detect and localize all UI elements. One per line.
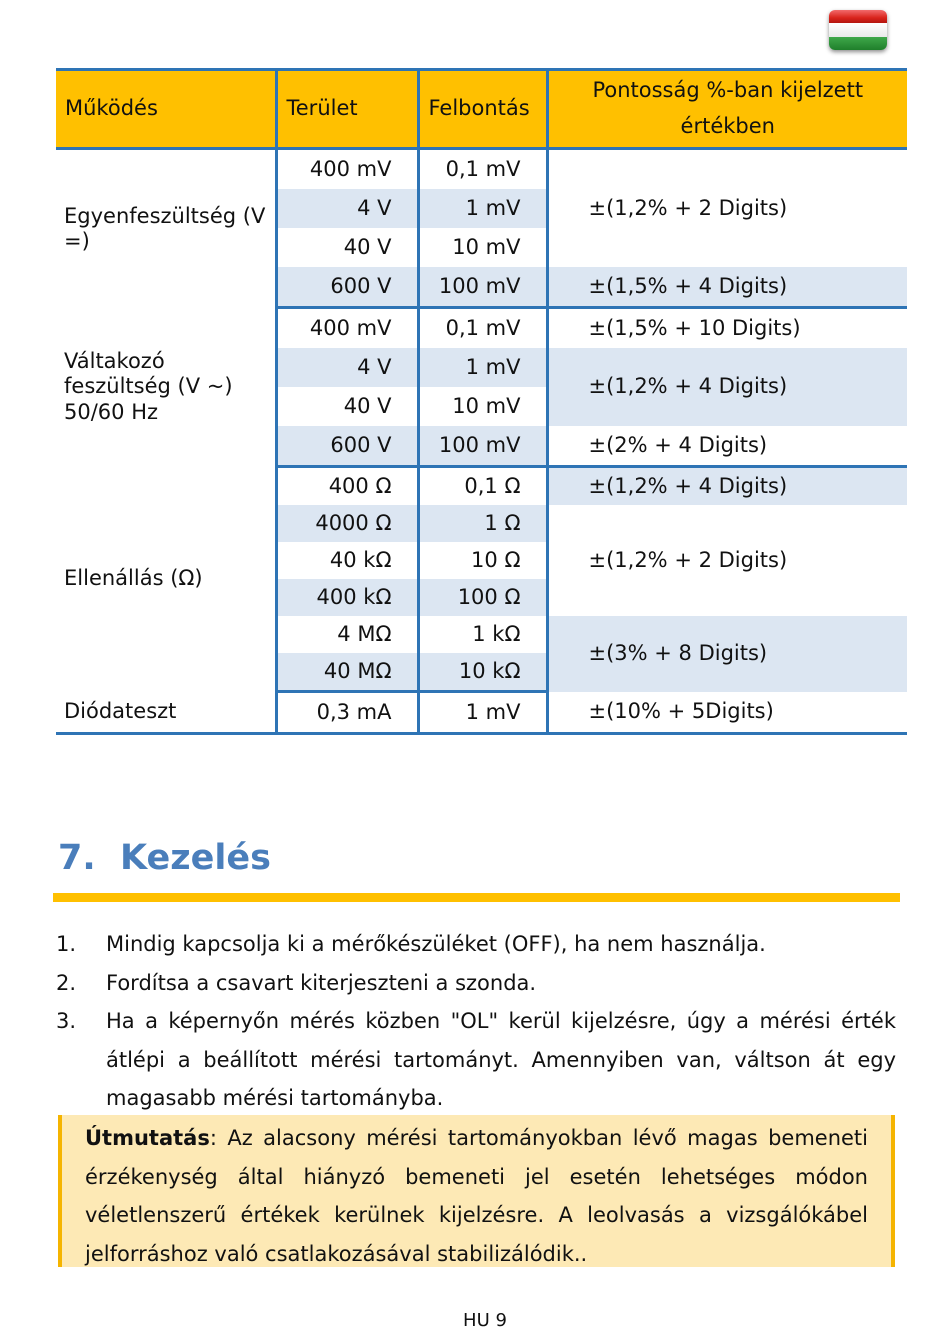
resolution-cell: 1 mV (418, 348, 547, 387)
section-title: Kezelés (120, 838, 271, 878)
function-dc-voltage: Egyenfeszültség (V =) (56, 149, 276, 308)
heading-underline (53, 893, 900, 902)
resolution-cell: 100 mV (418, 267, 547, 308)
resolution-cell: 10 mV (418, 387, 547, 426)
resolution-cell: 1 mV (418, 692, 547, 734)
accuracy-cell: ±(10% + 5Digits) (547, 692, 907, 734)
header-accuracy: Pontosság %-ban kijelzett értékben (547, 70, 907, 149)
list-text: Mindig kapcsolja ki a mérőkészüléket (OFF), ha nem használja. (106, 932, 766, 956)
list-item (56, 1002, 896, 1118)
range-cell: 600 V (276, 267, 418, 308)
note-label: Útmutatás (85, 1126, 210, 1150)
range-cell: 0,3 mA (276, 692, 418, 734)
accuracy-cell: ±(2% + 4 Digits) (547, 426, 907, 467)
resolution-cell: 10 kΩ (418, 653, 547, 692)
instruction-list (56, 925, 896, 1118)
resolution-cell: 0,1 mV (418, 308, 547, 349)
list-item (56, 964, 896, 1003)
header-resolution: Felbontás (418, 70, 547, 149)
hungarian-flag-icon (829, 10, 887, 50)
resolution-cell: 100 mV (418, 426, 547, 467)
range-cell: 40 MΩ (276, 653, 418, 692)
section-heading (58, 838, 271, 878)
accuracy-cell: ±(3% + 8 Digits) (547, 616, 907, 692)
range-cell: 40 V (276, 228, 418, 267)
table-header-row (56, 70, 907, 149)
accuracy-cell: ±(1,5% + 4 Digits) (547, 267, 907, 308)
range-cell: 400 Ω (276, 467, 418, 506)
function-ac-voltage: Váltakozó feszültség (V ~) 50/60 Hz (56, 308, 276, 467)
range-cell: 400 kΩ (276, 579, 418, 616)
resolution-cell: 0,1 mV (418, 149, 547, 190)
list-text: Fordítsa a csavart kiterjeszteni a szonda. (106, 970, 537, 995)
accuracy-cell: ±(1,2% + 4 Digits) (547, 348, 907, 426)
range-cell: 4 V (276, 348, 418, 387)
list-number: 3. (56, 1009, 77, 1033)
range-cell: 400 mV (276, 149, 418, 190)
function-diode-test: Diódateszt (56, 692, 276, 734)
table-row (56, 692, 907, 734)
resolution-cell: 100 Ω (418, 579, 547, 616)
table-row (56, 308, 907, 349)
resolution-cell: 1 kΩ (418, 616, 547, 653)
resolution-cell: 10 mV (418, 228, 547, 267)
table-row (56, 149, 907, 190)
range-cell: 40 kΩ (276, 542, 418, 579)
note-text: : Az alacsony mérési tartományokban lévő magas bemeneti érzékenység által hiányzó bemeneti jel esetén lehetséges módon véletlenszerű értékek kerülnek kijelzésre. A leolvasás a vizsgálókábel jelforráshoz való csatlakozásával stabilizálódik.. (85, 1126, 868, 1266)
range-cell: 600 V (276, 426, 418, 467)
function-resistance: Ellenállás (Ω) (56, 467, 276, 692)
range-cell: 400 mV (276, 308, 418, 349)
accuracy-cell: ±(1,2% + 4 Digits) (547, 467, 907, 506)
list-item (56, 925, 896, 964)
resolution-cell: 0,1 Ω (418, 467, 547, 506)
page-number: HU 9 (463, 1310, 507, 1331)
range-cell: 4 V (276, 189, 418, 228)
accuracy-cell: ±(1,2% + 2 Digits) (588, 195, 788, 220)
list-text: Ha a képernyőn mérés közben "OL" kerül kijelzésre, úgy a mérési érték átlépi a beállított mérési tartományt. Amennyiben van, váltson át egy magasabb mérési tartományba. (106, 1009, 896, 1110)
specifications-table (56, 68, 907, 735)
range-cell: 4 MΩ (276, 616, 418, 653)
resolution-cell: 1 mV (418, 189, 547, 228)
list-number: 1. (56, 932, 77, 956)
range-cell: 4000 Ω (276, 505, 418, 542)
list-number: 2. (56, 970, 77, 995)
accuracy-cell: ±(1,2% + 2 Digits) (588, 547, 788, 572)
resolution-cell: 10 Ω (418, 542, 547, 579)
resolution-cell: 1 Ω (418, 505, 547, 542)
table-row (56, 467, 907, 506)
accuracy-cell: ±(1,5% + 10 Digits) (588, 315, 801, 340)
header-range: Terület (276, 70, 418, 149)
section-number: 7. (58, 838, 96, 878)
header-function: Működés (56, 70, 276, 149)
range-cell: 40 V (276, 387, 418, 426)
note-box (58, 1115, 895, 1267)
